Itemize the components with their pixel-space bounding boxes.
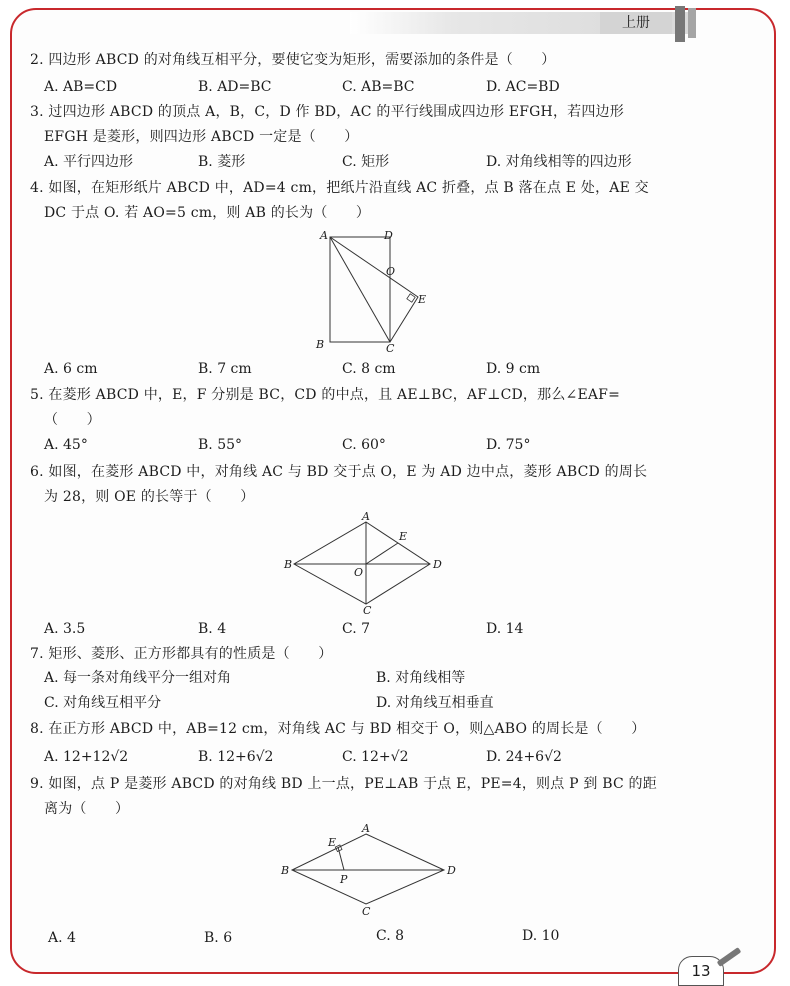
q9-option-d: D. 10: [522, 928, 560, 944]
q5-option-a: A. 45°: [44, 437, 88, 453]
q6-figure-rhombus: [280, 510, 450, 615]
q9-figure-rhombus: [278, 822, 468, 917]
q6-option-c: C. 7: [342, 621, 371, 637]
q4-label-b: B: [316, 338, 325, 351]
q4-label-a: A: [320, 229, 328, 242]
q6-stem-line2: 为 28，则 OE 的长等于（ ）: [44, 489, 255, 505]
q5-option-c: C. 60°: [342, 437, 386, 453]
q9-label-b: B: [281, 864, 290, 877]
header-label: 上册: [600, 12, 672, 34]
q6-label-a: A: [362, 510, 370, 523]
q6-option-a: A. 3.5: [44, 621, 86, 637]
q8-option-b: B. 12+6√2: [198, 749, 274, 765]
header-tab-mark-2: [688, 8, 696, 38]
q9-label-a: A: [362, 822, 370, 835]
q3-option-a: A. 平行四边形: [44, 154, 134, 170]
q2-option-d: D. AC=BD: [486, 79, 560, 95]
q4-label-c: C: [386, 342, 395, 355]
q4-figure-rectangle-fold: [310, 225, 440, 355]
q8-option-d: D. 24+6√2: [486, 749, 562, 765]
q4-label-o: O: [386, 265, 396, 278]
q9-label-d: D: [447, 864, 456, 877]
q4-option-c: C. 8 cm: [342, 361, 396, 377]
q6-label-e: E: [399, 530, 408, 543]
q6-label-b: B: [284, 558, 293, 571]
q4-stem-line1: 4. 如图，在矩形纸片 ABCD 中，AD=4 cm，把纸片沿直线 AC 折叠，点 B 落在点 E 处，AE 交: [30, 180, 649, 196]
q9-rhombus-abcd: [292, 834, 444, 904]
q7-option-c: C. 对角线互相平分: [44, 695, 162, 711]
q2-option-c: C. AB=BC: [342, 79, 415, 95]
q4-option-a: A. 6 cm: [44, 361, 98, 377]
q5-stem-line2: （ ）: [44, 412, 101, 428]
header-tab-mark: [675, 6, 685, 42]
q3-option-d: D. 对角线相等的四边形: [486, 154, 632, 170]
q6-rhombus-abcd: [294, 522, 430, 604]
q6-segment-oe: [366, 543, 398, 564]
q7-option-d: D. 对角线互相垂直: [376, 695, 494, 711]
q9-option-c: C. 8: [376, 928, 405, 944]
q4-folded-triangle: [330, 237, 418, 342]
q7-option-a: A. 每一条对角线平分一组对角: [44, 670, 232, 686]
q6-label-d: D: [433, 558, 442, 571]
q9-label-c: C: [362, 905, 371, 917]
q2-stem: 2. 四边形 ABCD 的对角线互相平分，要使它变为矩形，需要添加的条件是（ ）: [30, 52, 556, 68]
q4-option-d: D. 9 cm: [486, 361, 541, 377]
q6-stem-line1: 6. 如图，在菱形 ABCD 中，对角线 AC 与 BD 交于点 O，E 为 AD 边中点，菱形 ABCD 的周长: [30, 464, 648, 480]
q6-label-o: O: [354, 566, 364, 579]
q5-stem-line1: 5. 在菱形 ABCD 中，E，F 分别是 BC，CD 的中点，且 AE⊥BC，AF⊥CD，那么∠EAF=: [30, 387, 621, 403]
q5-option-d: D. 75°: [486, 437, 531, 453]
q5-option-b: B. 55°: [198, 437, 243, 453]
q3-stem-line2: EFGH 是菱形，则四边形 ABCD 一定是（ ）: [44, 129, 359, 145]
q6-option-d: D. 14: [486, 621, 524, 637]
q7-stem: 7. 矩形、菱形、正方形都具有的性质是（ ）: [30, 646, 333, 662]
q4-diagonal-ac: [330, 237, 390, 342]
q8-option-c: C. 12+√2: [342, 749, 409, 765]
q9-stem-line2: 离为（ ）: [44, 801, 130, 817]
q8-option-a: A. 12+12√2: [44, 749, 129, 765]
q4-label-d: D: [384, 229, 393, 242]
q9-label-e: E: [328, 836, 337, 849]
q2-option-a: A. AB=CD: [44, 79, 118, 95]
q4-stem-line2: DC 于点 O. 若 AO=5 cm，则 AB 的长为（ ）: [44, 205, 371, 221]
q9-option-b: B. 6: [204, 930, 233, 946]
page-number: 13: [678, 956, 724, 986]
q3-stem-line1: 3. 过四边形 ABCD 的顶点 A，B，C，D 作 BD，AC 的平行线围成四边形 EFGH，若四边形: [30, 104, 624, 120]
q7-option-b: B. 对角线相等: [376, 670, 466, 686]
q4-right-angle-mark: [407, 294, 415, 302]
q3-option-b: B. 菱形: [198, 154, 246, 170]
q8-stem: 8. 在正方形 ABCD 中，AB=12 cm，对角线 AC 与 BD 相交于 O，则△ABO 的周长是（ ）: [30, 721, 646, 737]
q4-option-b: B. 7 cm: [198, 361, 252, 377]
q4-label-e: E: [418, 293, 427, 306]
q6-option-b: B. 4: [198, 621, 227, 637]
q2-option-b: B. AD=BC: [198, 79, 272, 95]
q6-label-c: C: [363, 604, 372, 615]
q9-stem-line1: 9. 如图，点 P 是菱形 ABCD 的对角线 BD 上一点，PE⊥AB 于点 E，PE=4，则点 P 到 BC 的距: [30, 776, 657, 792]
q3-option-c: C. 矩形: [342, 154, 390, 170]
q9-option-a: A. 4: [48, 930, 76, 946]
q9-label-p: P: [340, 873, 348, 886]
